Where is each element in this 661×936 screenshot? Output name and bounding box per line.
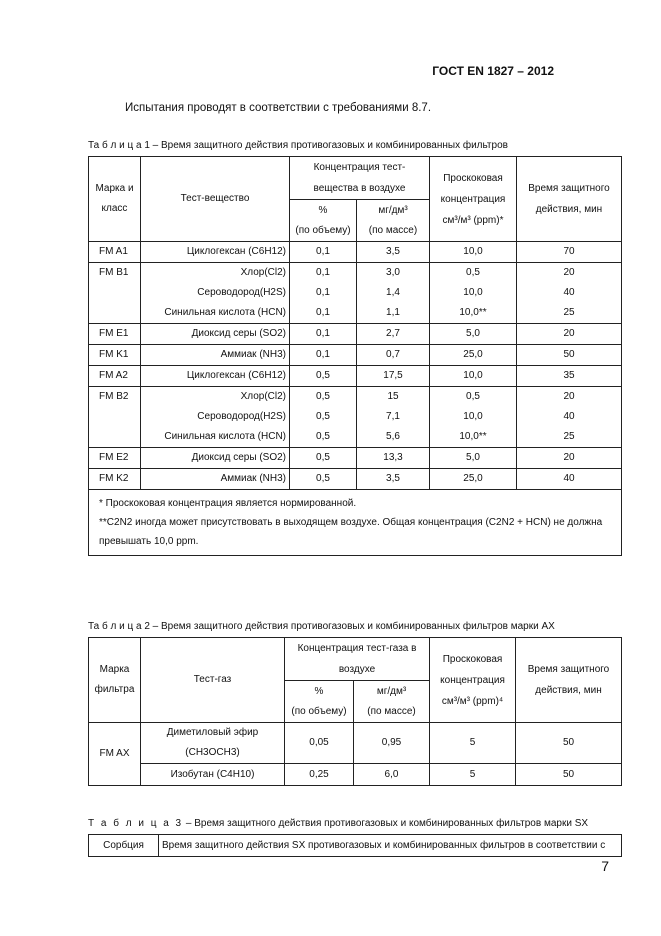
table1-breakthrough-cell <box>430 469 517 490</box>
table1-row <box>89 324 622 345</box>
table1-time-cell-line: 25 <box>563 431 575 442</box>
table1-header-percent <box>290 200 357 242</box>
table1-time-cell-line: 20 <box>563 452 575 463</box>
intro-text: Испытания проводят в соответствии с требованиями 8.7. <box>125 102 432 114</box>
table1 <box>88 156 622 556</box>
table1-time-cell-line: 25 <box>563 307 575 318</box>
table1-class-cell: FM A2 <box>89 366 141 387</box>
table1-mg-cell-line: 3,5 <box>386 473 400 484</box>
table1-time-cell-line: 40 <box>563 473 575 484</box>
table1-substance-cell-line: Сероводород(H2S) <box>197 287 286 298</box>
table1-substance-cell <box>141 345 290 366</box>
table1-class-cell: FM A1 <box>89 242 141 263</box>
table1-mg-cell-line: 15 <box>387 391 399 402</box>
table1-mg-cell <box>357 242 430 263</box>
table1-header-mg-label: мг/дм³ <box>378 204 408 216</box>
table1-substance-cell-line: Синильная кислота (HCN) <box>164 307 286 318</box>
table2-header-breakthrough-unit: см³/м³ (ppm)⁴ <box>441 695 504 707</box>
table1-percent-cell-line: 0,1 <box>316 287 330 298</box>
table1-substance-cell-line: Циклогексан (C6H12) <box>186 246 286 257</box>
table1-breakthrough-cell <box>430 387 517 448</box>
table1-substance-cell-line: Синильная кислота (HCN) <box>164 431 286 442</box>
table1-breakthrough-cell-line: 10,0** <box>459 307 487 318</box>
table2 <box>88 637 622 786</box>
table1-breakthrough-cell <box>430 366 517 387</box>
table1-time-cell-line: 20 <box>563 267 575 278</box>
table1-time-cell <box>517 448 622 469</box>
table1-substance-cell <box>141 324 290 345</box>
table2-breakthrough-cell: 5 <box>430 764 516 786</box>
table1-mg-cell <box>357 345 430 366</box>
table1-class-cell: FM E1 <box>89 324 141 345</box>
table1-row <box>89 366 622 387</box>
table1-mg-cell-line: 7,1 <box>386 411 400 422</box>
table1-caption-text: – Время защитного действия противогазовых и комбинированных фильтров <box>149 140 508 151</box>
table1-header-breakthrough-unit: см³/м³ (ppm)* <box>442 214 504 226</box>
table3-col-time: Время защитного действия SX противогазовых и комбинированных фильтров в соответствии с <box>159 835 622 857</box>
table1-mg-cell-line: 17,5 <box>383 370 403 381</box>
table1-percent-cell-line: 0,1 <box>316 246 330 257</box>
table3-caption-prefix: Т а б л и ц а 3 <box>88 818 184 829</box>
page-number: 7 <box>601 858 609 874</box>
table2-time-cell: 50 <box>516 723 622 764</box>
table1-mg-cell <box>357 387 430 448</box>
table2-mg-cell: 6,0 <box>354 764 430 786</box>
table1-percent-cell-line: 0,5 <box>316 411 330 422</box>
table1-header-breakthrough-label: Проскоковая концентрация <box>440 172 506 205</box>
table1-breakthrough-cell <box>430 242 517 263</box>
table1-percent-cell-line: 0,5 <box>316 370 330 381</box>
table1-breakthrough-cell-line: 10,0 <box>463 246 483 257</box>
table1-mg-cell-line: 0,7 <box>386 349 400 360</box>
table1-substance-cell-line: Хлор(Cl2) <box>240 391 286 402</box>
table2-caption-text: – Время защитного действия противогазовых и комбинированных фильтров марки АХ <box>149 621 555 632</box>
table1-substance-cell <box>141 242 290 263</box>
table1-time-cell <box>517 366 622 387</box>
table1-time-cell <box>517 263 622 324</box>
table1-header-percent-label: % <box>318 204 328 216</box>
table1-percent-cell <box>290 345 357 366</box>
table1-percent-cell <box>290 387 357 448</box>
table2-header-mg-label: мг/дм³ <box>376 685 407 697</box>
table1-time-cell <box>517 324 622 345</box>
table1-percent-cell <box>290 263 357 324</box>
table1-header-concentration: Концентрация тест-вещества в воздухе <box>290 157 430 200</box>
table1-header-percent-sub: (по объему) <box>295 224 351 236</box>
table2-caption <box>88 621 555 632</box>
table1-class-cell: FM B2 <box>89 387 141 448</box>
table1-breakthrough-cell-line: 0,5 <box>466 391 480 402</box>
table2-caption-prefix: Та б л и ц а 2 <box>88 621 150 632</box>
table1-time-cell-line: 40 <box>563 287 575 298</box>
table1-class-cell: FM K2 <box>89 469 141 490</box>
table1-percent-cell-line: 0,5 <box>316 473 330 484</box>
table1-row <box>89 448 622 469</box>
table1-notes <box>89 490 622 556</box>
table3 <box>88 834 622 857</box>
table1-breakthrough-cell-line: 10,0 <box>463 370 483 381</box>
table1-breakthrough-cell-line: 10,0 <box>463 287 483 298</box>
table1-mg-cell <box>357 366 430 387</box>
table1-percent-cell-line: 0,5 <box>316 431 330 442</box>
table2-header-mg <box>354 681 430 723</box>
table1-time-cell-line: 70 <box>563 246 575 257</box>
table1-time-cell <box>517 345 622 366</box>
table1-mg-cell-line: 1,1 <box>386 307 400 318</box>
table1-header-time: Время защитного действия, мин <box>517 157 622 242</box>
table1-percent-cell-line: 0,1 <box>316 267 330 278</box>
table1-caption-prefix: Та б л и ц а 1 <box>88 140 150 151</box>
table1-substance-cell-line: Аммиак (NH3) <box>220 473 286 484</box>
table1-breakthrough-cell-line: 5,0 <box>466 452 480 463</box>
table1-percent-cell-line: 0,1 <box>316 328 330 339</box>
table1-header-mg <box>357 200 430 242</box>
table1-time-cell-line: 50 <box>563 349 575 360</box>
table2-header-percent-label: % <box>314 685 324 697</box>
table2-header-brand: Марка фильтра <box>89 638 141 723</box>
table2-time-cell: 50 <box>516 764 622 786</box>
table2-percent-cell: 0,25 <box>285 764 354 786</box>
table3-caption-text: – Время защитного действия противогазовых и комбинированных фильтров марки SX <box>183 818 589 829</box>
document-code: ГОСТ EN 1827 – 2012 <box>432 64 554 78</box>
table2-header-breakthrough <box>430 638 516 723</box>
table1-header-substance: Тест-вещество <box>141 157 290 242</box>
table1-time-cell <box>517 242 622 263</box>
table1-mg-cell-line: 2,7 <box>386 328 400 339</box>
table2-header-gas: Тест-газ <box>141 638 285 723</box>
table1-substance-cell-line: Циклогексан (C6H12) <box>186 370 286 381</box>
table1-caption <box>88 140 508 151</box>
table1-substance-cell <box>141 366 290 387</box>
table1-breakthrough-cell-line: 0,5 <box>466 267 480 278</box>
table1-percent-cell <box>290 366 357 387</box>
table1-mg-cell <box>357 263 430 324</box>
table1-percent-cell <box>290 242 357 263</box>
table1-breakthrough-cell <box>430 324 517 345</box>
table1-row <box>89 242 622 263</box>
table1-substance-cell <box>141 448 290 469</box>
table2-filter-class: FM AX <box>89 723 141 786</box>
table1-breakthrough-cell <box>430 263 517 324</box>
table1-breakthrough-cell-line: 25,0 <box>463 473 483 484</box>
table1-substance-cell <box>141 263 290 324</box>
table1-percent-cell-line: 0,1 <box>316 307 330 318</box>
table1-mg-cell <box>357 448 430 469</box>
table2-breakthrough-cell: 5 <box>430 723 516 764</box>
table1-mg-cell-line: 3,5 <box>386 246 400 257</box>
table3-col-sorption: Сорбция <box>89 835 159 857</box>
table1-percent-cell-line: 0,1 <box>316 349 330 360</box>
table1-substance-cell <box>141 387 290 448</box>
table1-row <box>89 469 622 490</box>
table2-mg-cell: 0,95 <box>354 723 430 764</box>
table1-percent-cell-line: 0,5 <box>316 452 330 463</box>
table2-header-percent <box>285 681 354 723</box>
table2-gas-cell: Изобутан (C4H10) <box>141 764 285 786</box>
table1-mg-cell-line: 1,4 <box>386 287 400 298</box>
table1-class-cell: FM K1 <box>89 345 141 366</box>
table1-substance-cell-line: Аммиак (NH3) <box>220 349 286 360</box>
table1-percent-cell <box>290 448 357 469</box>
table1-mg-cell-line: 3,0 <box>386 267 400 278</box>
table1-mg-cell <box>357 324 430 345</box>
table1-breakthrough-cell-line: 10,0 <box>463 411 483 422</box>
table3-caption <box>88 818 588 829</box>
table1-breakthrough-cell-line: 5,0 <box>466 328 480 339</box>
table1-time-cell-line: 40 <box>563 411 575 422</box>
table1-time-cell-line: 20 <box>563 391 575 402</box>
table1-time-cell-line: 20 <box>563 328 575 339</box>
table1-percent-cell <box>290 324 357 345</box>
table1-percent-cell <box>290 469 357 490</box>
table1-percent-cell-line: 0,5 <box>316 391 330 402</box>
table2-header-concentration: Концентрация тест-газа в воздухе <box>285 638 430 681</box>
table1-mg-cell <box>357 469 430 490</box>
table1-mg-cell-line: 13,3 <box>383 452 403 463</box>
table1-substance-cell-line: Диоксид серы (SO2) <box>191 452 286 463</box>
table1-breakthrough-cell <box>430 345 517 366</box>
table1-time-cell <box>517 387 622 448</box>
table1-class-cell: FM E2 <box>89 448 141 469</box>
table2-header-breakthrough-label: Проскоковая концентрация <box>440 653 505 686</box>
table1-note-2: **C2N2 иногда может присутствовать в выходящем воздухе. Общая концентрация (C2N2 + HCN) не должна превышать 10,0 ppm. <box>99 517 603 547</box>
table1-substance-cell-line: Хлор(Cl2) <box>240 267 286 278</box>
table1-header-breakthrough <box>430 157 517 242</box>
table2-header-time: Время защитного действия, мин <box>516 638 622 723</box>
table1-substance-cell <box>141 469 290 490</box>
table1-header-mg-sub: (по массе) <box>368 224 418 236</box>
table1-breakthrough-cell-line: 25,0 <box>463 349 483 360</box>
table1-substance-cell-line: Диоксид серы (SO2) <box>191 328 286 339</box>
table2-header-percent-sub: (по объему) <box>291 705 347 717</box>
table1-breakthrough-cell <box>430 448 517 469</box>
table1-header-brand: Марка и класс <box>89 157 141 242</box>
table1-mg-cell-line: 5,6 <box>386 431 400 442</box>
table1-time-cell-line: 35 <box>563 370 575 381</box>
table1-row <box>89 387 622 448</box>
table1-note-1: * Проскоковая концентрация является нормированной. <box>99 498 357 509</box>
table1-substance-cell-line: Сероводород(H2S) <box>197 411 286 422</box>
table2-header-mg-sub: (по массе) <box>367 705 416 717</box>
table2-gas-cell: Диметиловый эфир (CH3OCH3) <box>141 723 285 764</box>
table2-percent-cell: 0,05 <box>285 723 354 764</box>
table1-time-cell <box>517 469 622 490</box>
table1-row <box>89 345 622 366</box>
table1-row <box>89 263 622 324</box>
table1-breakthrough-cell-line: 10,0** <box>459 431 487 442</box>
table1-class-cell: FM B1 <box>89 263 141 324</box>
